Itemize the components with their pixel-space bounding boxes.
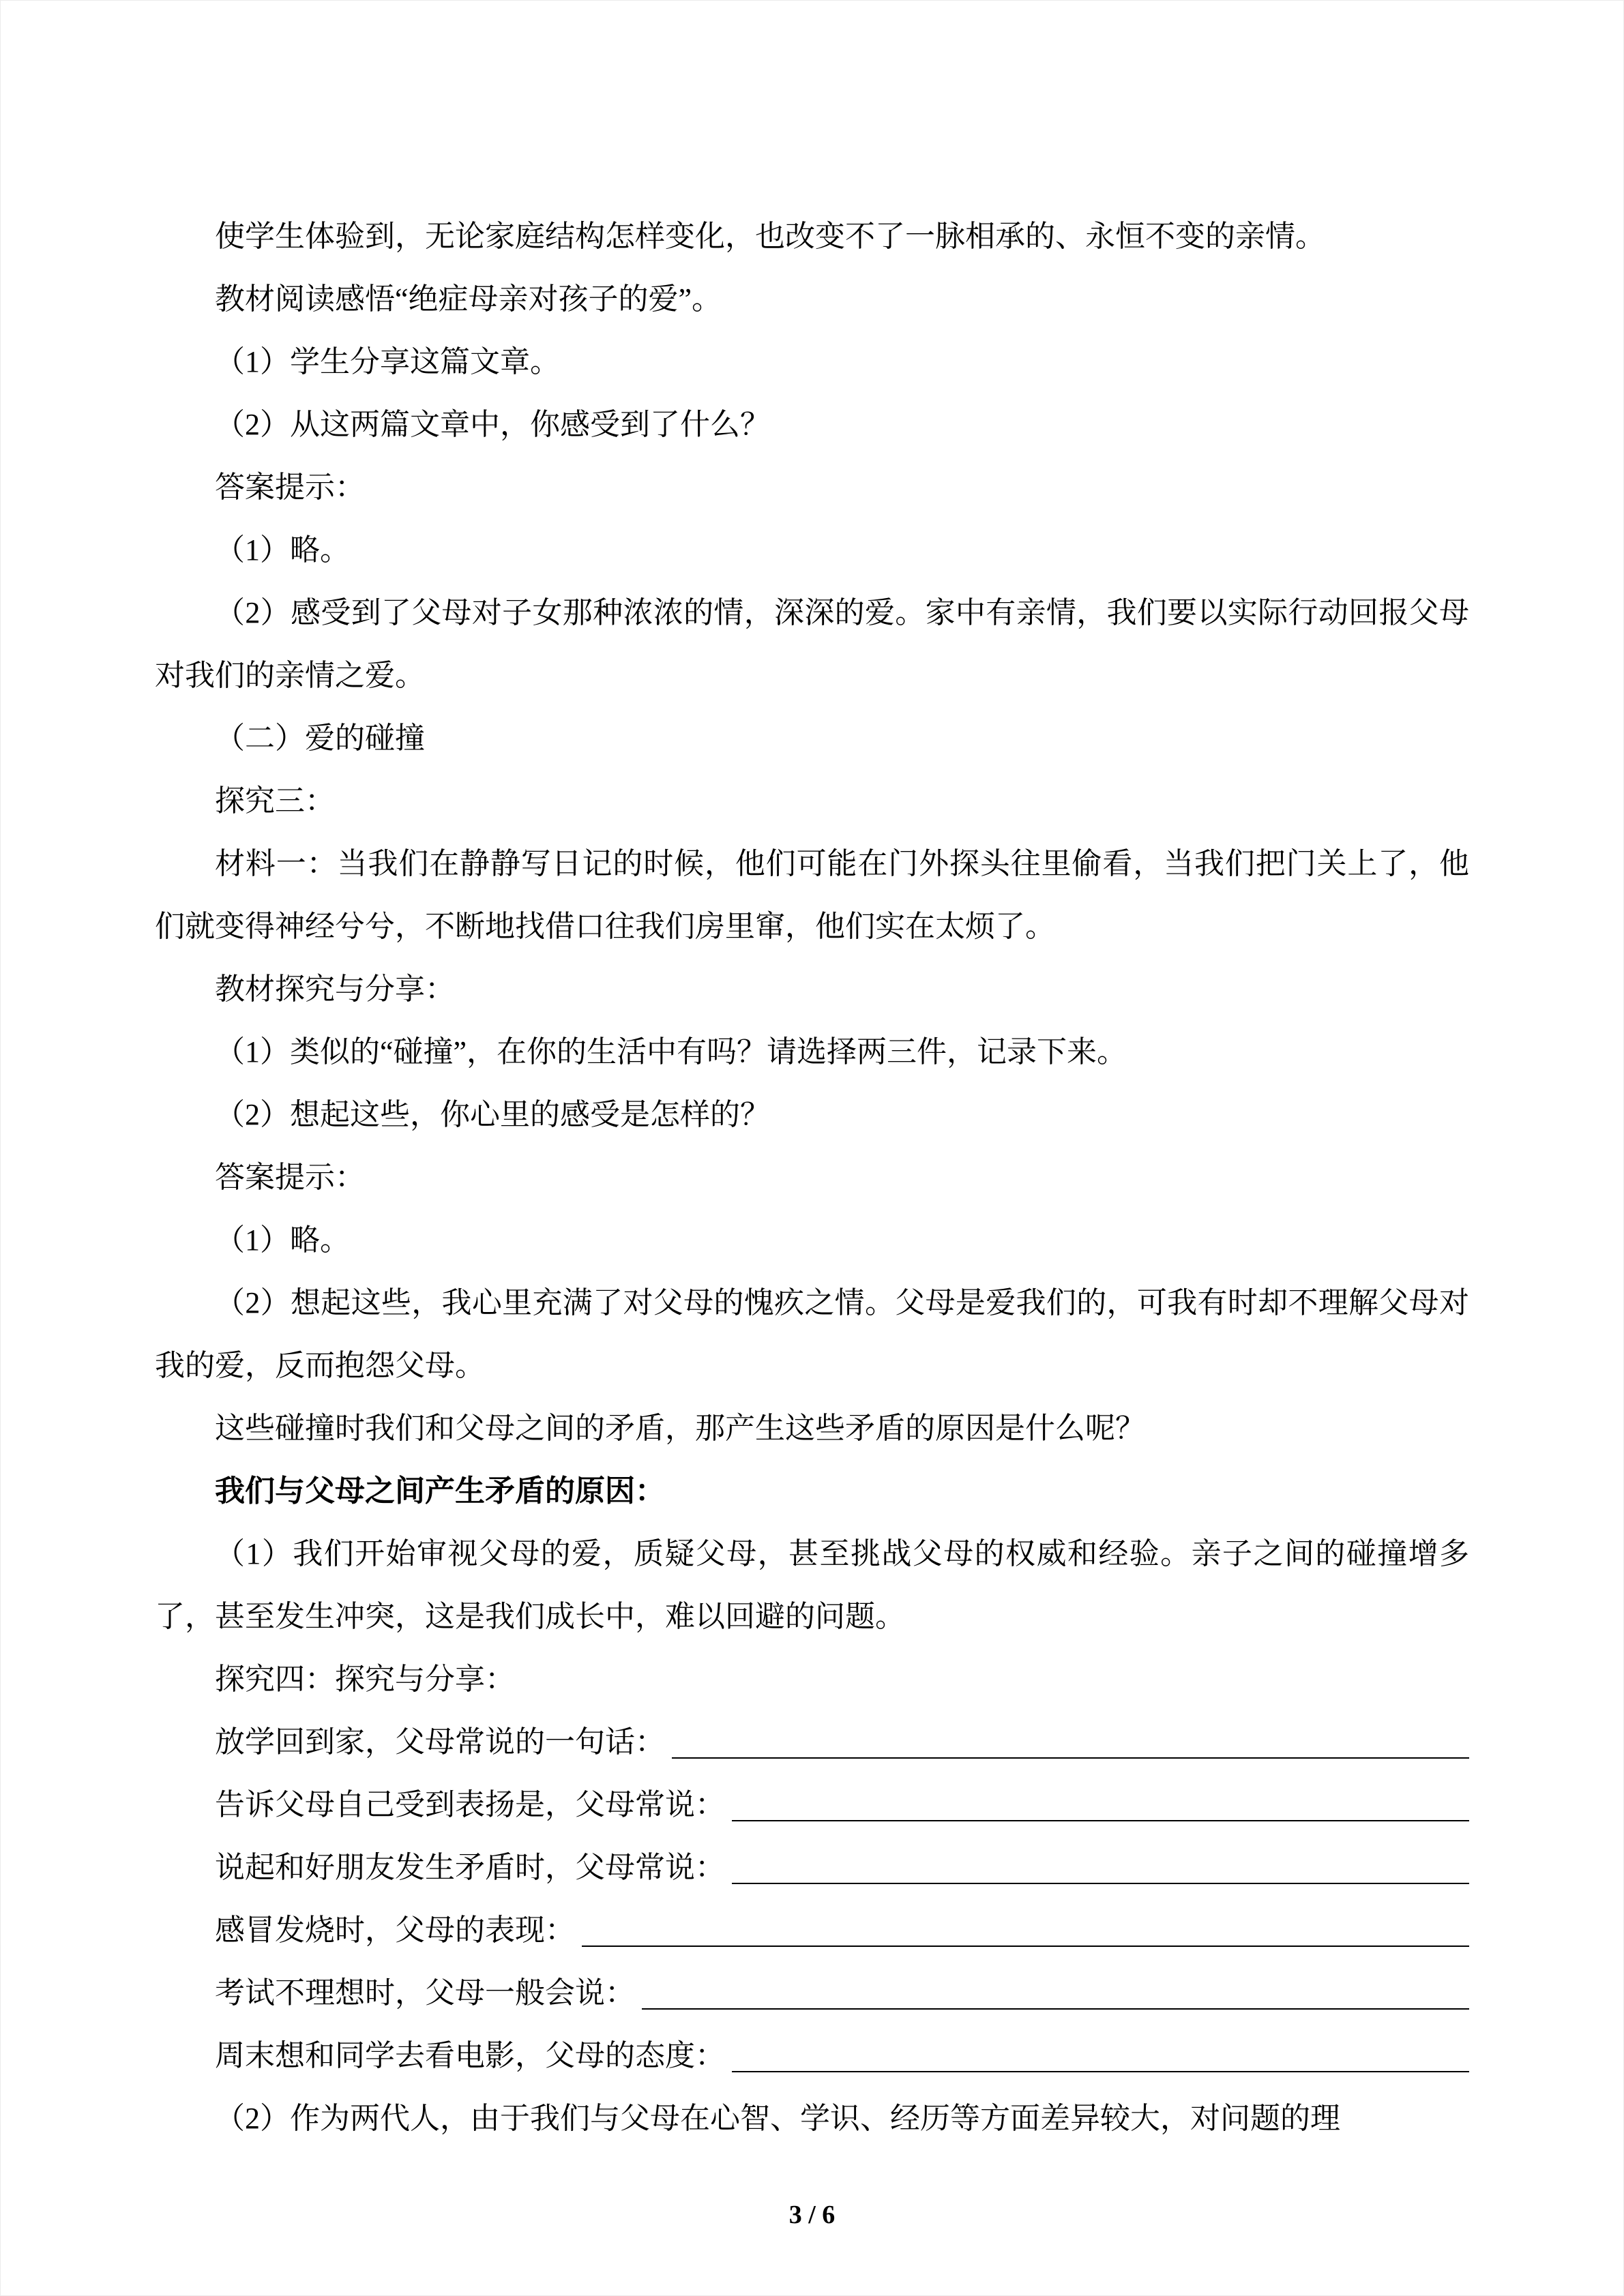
fill-in-label: 放学回到家，父母常说的一句话： — [215, 1725, 665, 1759]
fill-in-line — [155, 1774, 1469, 1836]
blank-underline[interactable] — [732, 1843, 1469, 1884]
fill-in-label: 告诉父母自己受到表扬是，父母常说： — [215, 1788, 725, 1821]
fill-in-line — [155, 1836, 1469, 1899]
paragraph: （2）想起这些，你心里的感受是怎样的？ — [215, 1098, 770, 1131]
paragraph: 探究三： — [215, 784, 335, 818]
paragraph: 使学生体验到，无论家庭结构怎样变化，也改变不了一脉相承的、永恒不变的亲情。 — [215, 220, 1325, 253]
paragraph: 探究四：探究与分享： — [215, 1663, 515, 1696]
paragraph: （二）爱的碰撞 — [215, 721, 425, 755]
fill-in-label: 说起和好朋友发生矛盾时，父母常说： — [215, 1851, 725, 1884]
paragraph: （2）从这两篇文章中，你感受到了什么？ — [215, 408, 770, 441]
document-body[interactable] — [155, 205, 1469, 2150]
paragraph: （1）略。 — [215, 1223, 350, 1257]
fill-in-label: 感冒发烧时，父母的表现： — [215, 1913, 575, 1947]
paragraph: （2）作为两代人，由于我们与父母在心智、学识、经历等方面差异较大，对问题的理 — [215, 2102, 1340, 2135]
paragraph: （1）学生分享这篇文章。 — [215, 345, 560, 378]
fill-in-line — [155, 1899, 1469, 1962]
paragraph: （1）我们开始审视父母的爱，质疑父母，甚至挑战父母的权威和经验。亲子之间的碰撞增多了，甚至发生冲突，这是我们成长中，难以回避的问题。 — [155, 1537, 1469, 1633]
page-number: 3 / 6 — [788, 2201, 836, 2229]
paragraph: 教材阅读感悟“绝症母亲对孩子的爱”。 — [215, 282, 722, 316]
fill-in-line — [155, 2025, 1469, 2087]
paragraph: 答案提示： — [215, 471, 365, 504]
paragraph: 材料一：当我们在静静写日记的时候，他们可能在门外探头往里偷看，当我们把门关上了，他们就变得神经兮兮，不断地找借口往我们房里窜，他们实在太烦了。 — [155, 847, 1469, 943]
fill-in-line — [155, 1711, 1469, 1774]
blank-underline[interactable] — [672, 1718, 1469, 1759]
paragraph: 答案提示： — [215, 1161, 365, 1194]
blank-underline[interactable] — [582, 1906, 1469, 1947]
paragraph: 这些碰撞时我们和父母之间的矛盾，那产生这些矛盾的原因是什么呢？ — [215, 1412, 1145, 1445]
paragraph: （2）感受到了父母对子女那种浓浓的情，深深的爱。家中有亲情，我们要以实际行动回报父母对我们的亲情之爱。 — [155, 596, 1469, 692]
paragraph: （1）略。 — [215, 533, 350, 567]
fill-in-label: 考试不理想时，父母一般会说： — [215, 1976, 635, 2010]
fill-in-line — [155, 1962, 1469, 2025]
blank-underline[interactable] — [732, 1780, 1469, 1821]
blank-underline[interactable] — [732, 2031, 1469, 2072]
section-heading: 我们与父母之间产生矛盾的原因： — [215, 1474, 665, 1508]
paragraph: 教材探究与分享： — [215, 972, 455, 1006]
fill-in-label: 周末想和同学去看电影，父母的态度： — [215, 2039, 725, 2072]
paragraph: （2）想起这些，我心里充满了对父母的愧疚之情。父母是爱我们的，可我有时却不理解父母对我的爱，反而抱怨父母。 — [155, 1286, 1469, 1382]
paragraph: （1）类似的“碰撞”，在你的生活中有吗？请选择两三件，记录下来。 — [215, 1035, 1127, 1069]
blank-underline[interactable] — [642, 1969, 1469, 2010]
